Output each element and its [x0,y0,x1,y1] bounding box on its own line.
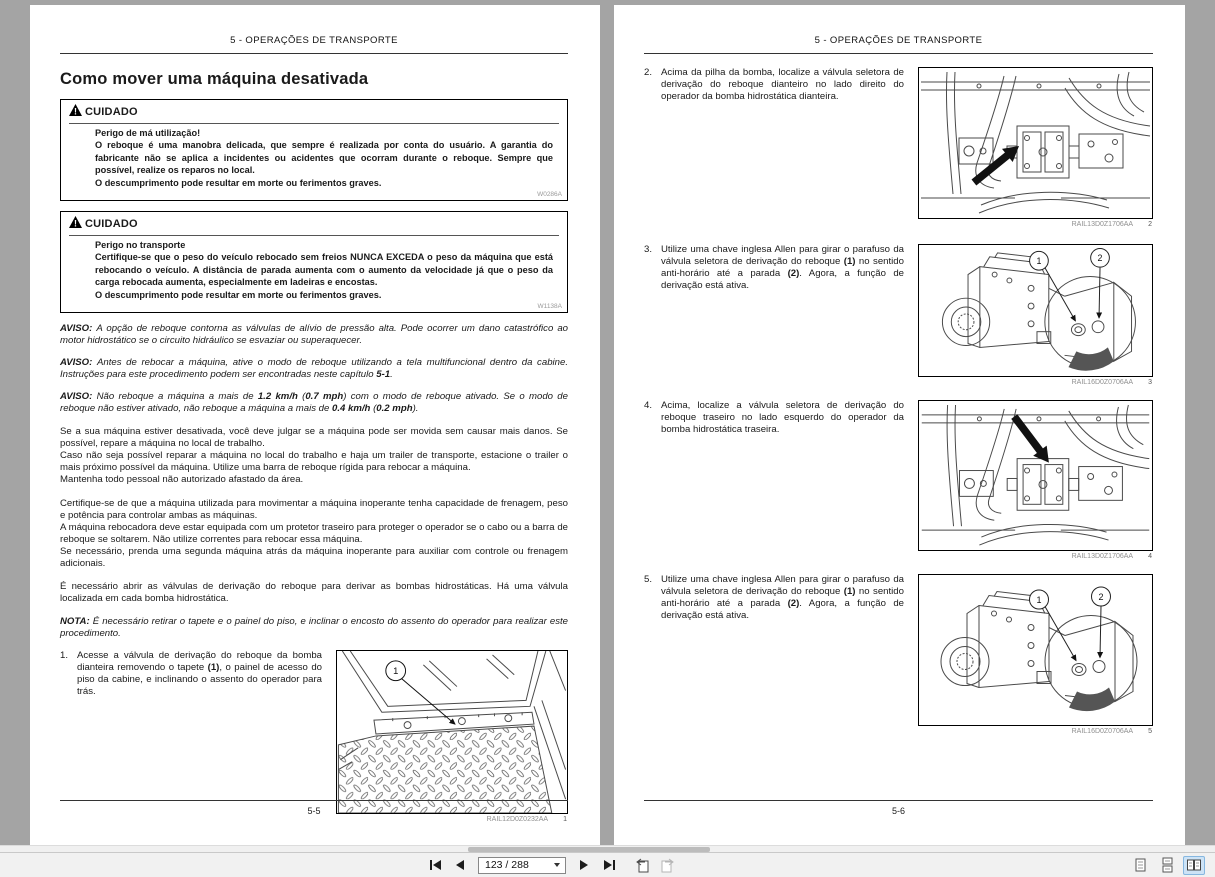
figure-1 [336,650,568,814]
step-number: 2. [644,67,653,78]
next-view-button[interactable] [656,856,678,875]
figure-caption [918,379,1153,386]
figure-code: RAIL16D0Z0706AA [1071,379,1134,386]
svg-text:1: 1 [393,666,399,677]
figure-3 [918,244,1153,377]
body-paragraph: Se a sua máquina estiver desativada, você deve julgar se a máquina pode ser movida sem causar mais danos. Se possível, repare a máquina no local de trabalho. Caso não seja possível reparar a máquina no local do trabalho e haja um trailer de transporte, estacione o trailer o mais próximo possível da máquina. Utilize uma barra de reboque rígida para rebocar a máquina. Mantenha todo pessoal não autorizado afastado da área. [60,426,568,486]
facing-pages-view-icon [1186,857,1202,873]
pump-detail-illustration [919,245,1152,376]
page-footer: 5-5 [60,800,568,816]
step-number: 4. [644,400,653,411]
notice-paragraph: AVISO: A opção de reboque contorna as válvulas de alívio de pressão alta. Pode ocorrer um dano catastrófico ao motor hidrostático se o circuito hidráulico se esvaziar ou superaquecer. [60,323,568,347]
figure-caption [336,816,568,823]
notice-paragraph: AVISO: Antes de rebocar a máquina, ative o modo de reboque utilizando a tela multifuncional dentro da cabine. Instruções para este procedimento podem ser encontradas neste capítulo 5-1. [60,357,568,381]
caution-code: W0286A [537,191,562,199]
last-page-icon [604,860,615,870]
continuous-view-button[interactable] [1156,856,1178,875]
note-paragraph: NOTA: É necessário retirar o tapete e o painel do piso, e inclinar o encosto do assento do operador para realizar este procedimento. [60,616,568,640]
last-page-button[interactable] [598,856,620,875]
svg-text:2: 2 [1098,592,1104,602]
caution-danger-line: Perigo no transporte [95,240,186,251]
page-number-combo[interactable] [478,857,566,874]
viewer-toolbar [0,852,1215,877]
dropdown-arrow-icon[interactable] [554,863,560,867]
step-text: Acima da pilha da bomba, localize a válvula seletora de derivação do reboque dianteiro no lado direito do operador da bomba hidrostática dianteira. [661,67,904,103]
step-number: 5. [644,574,653,585]
section-title: Como mover uma máquina desativada [60,70,369,88]
svg-text:2: 2 [1097,253,1103,264]
figure-2 [918,67,1153,219]
figure-caption [918,553,1153,560]
caution-body-text: O reboque é uma manobra delicada, que sempre é realizada por conta do usuário. A garantia do fabricante não se aplica a incidentes ou acidentes que ocorram durante o reboque. Sempre que possível, realize os reparos no local. [95,140,553,176]
figure-code: RAIL12D0Z0232AA [486,815,549,823]
procedure-step-3 [644,244,1153,386]
caution-box-2 [60,211,568,313]
previous-view-button[interactable] [631,856,653,875]
header-rule [60,53,568,54]
caution-box-1 [60,99,568,201]
single-page-view-icon [1133,857,1148,873]
first-page-icon [430,860,441,870]
pump-detail-illustration [919,575,1152,725]
cab-floor-illustration [337,651,567,813]
svg-text:!: ! [74,218,77,229]
pump-stack-illustration [919,401,1152,550]
procedure-step-5 [644,574,1153,735]
body-paragraph: Certifique-se de que a máquina utilizada para movimentar a máquina inoperante tenha capacidade de frenagem, peso e potência para controlar ambas as máquinas. A máquina rebocadora deve estar equipada com um protetor traseiro para proteger o operador se o cabo ou a barra de reboque se soltarem. Não utilize correntes para rebocar essa máquina. Se necessário, prenda uma segunda máquina atrás da máquina inoperante para auxiliar com controle ou frenagem adicionais. [60,497,568,569]
single-page-view-button[interactable] [1129,856,1151,875]
step-number: 1. [60,649,69,661]
step-text: Utilize uma chave inglesa Allen para girar o parafuso da válvula seletora de derivação do reboque (1) no sentido anti-horário até a parada (2). Agora, a função de derivação está ativa. [661,574,904,622]
continuous-view-icon [1160,857,1175,873]
document-page-left [30,5,600,846]
warning-triangle-icon [69,103,82,121]
procedure-step-2 [644,67,1153,228]
figure-code: RAIL13D0Z1706AA [1071,553,1134,560]
figure-number: 4 [1148,553,1152,560]
document-page-right [614,5,1185,846]
procedure-step-4 [644,400,1153,560]
horizontal-scrollbar[interactable] [0,845,1215,852]
figure-number: 5 [1148,728,1152,735]
figure-number: 3 [1148,379,1152,386]
figure-caption [918,728,1153,735]
figure-number: 1 [563,815,567,823]
facing-pages-view-button[interactable] [1183,856,1205,875]
next-view-icon [659,857,676,873]
pointer-arrow [1007,411,1055,467]
pump-stack-illustration [919,68,1152,218]
next-page-icon [580,860,588,870]
page-number-input[interactable] [479,858,554,873]
caution-danger-line: Perigo de má utilização! [95,128,201,138]
next-page-button[interactable] [573,856,595,875]
notice-paragraph: AVISO: Não reboque a máquina a mais de 1.2 km/h (0.7 mph) com o modo de reboque ativado. Se o modo de reboque não estiver ativado, não reboque a máquina a mais de 0.4 km/h (0.2 mph). [60,391,568,415]
caution-consequence: O descumprimento pode resultar em morte ou ferimentos graves. [95,289,382,300]
header-rule [644,53,1153,54]
svg-text:1: 1 [1036,595,1042,605]
procedure-step-1 [60,650,568,823]
step-number: 3. [644,244,653,255]
page-header: 5 - OPERAÇÕES DE TRANSPORTE [230,35,398,46]
step-text: Acesse a válvula de derivação do reboque da bomba dianteira removendo o tapete (1), o painel de acesso do piso da cabine, e inclinando o assento do operador para trás. [77,649,322,698]
svg-text:!: ! [74,106,77,116]
caution-body-text: Certifique-se que o peso do veículo rebocado sem freios NUNCA EXCEDA o peso da máquina que está rebocando o veículo. A distância de parada aumenta com o aumento da velocidade já que o peso da carga rebocada aumenta, especialmente em ladeiras e encostas. [95,252,553,288]
page-header: 5 - OPERAÇÕES DE TRANSPORTE [814,35,983,46]
caution-code: W1138A [537,303,562,311]
warning-triangle-icon [69,215,82,233]
previous-view-icon [634,857,651,873]
caution-title: CUIDADO [85,218,138,231]
body-paragraph: É necessário abrir as válvulas de derivação do reboque para derivar as bombas hidrostáticas. Há uma válvula localizada em cada bomba hidrostática. [60,581,568,605]
svg-text:1: 1 [1036,256,1042,267]
previous-page-icon [456,860,464,870]
previous-page-button[interactable] [449,856,471,875]
caution-consequence: O descumprimento pode resultar em morte ou ferimentos graves. [95,177,382,188]
step-text: Utilize uma chave inglesa Allen para girar o parafuso da válvula seletora de derivação do reboque (1) no sentido anti-horário até a parada (2). Agora, a função de derivação está ativa. [661,244,904,292]
figure-5 [918,574,1153,726]
caution-title: CUIDADO [85,106,138,118]
figure-caption [918,221,1153,228]
figure-code: RAIL16D0Z0706AA [1071,728,1134,735]
page-footer: 5-6 [644,800,1153,816]
first-page-button[interactable] [424,856,446,875]
figure-code: RAIL13D0Z1706AA [1071,221,1134,228]
step-text: Acima, localize a válvula seletora de derivação do reboque traseiro no lado esquerdo do operador da bomba hidrostática traseira. [661,400,904,436]
figure-4 [918,400,1153,551]
figure-number: 2 [1148,221,1152,228]
